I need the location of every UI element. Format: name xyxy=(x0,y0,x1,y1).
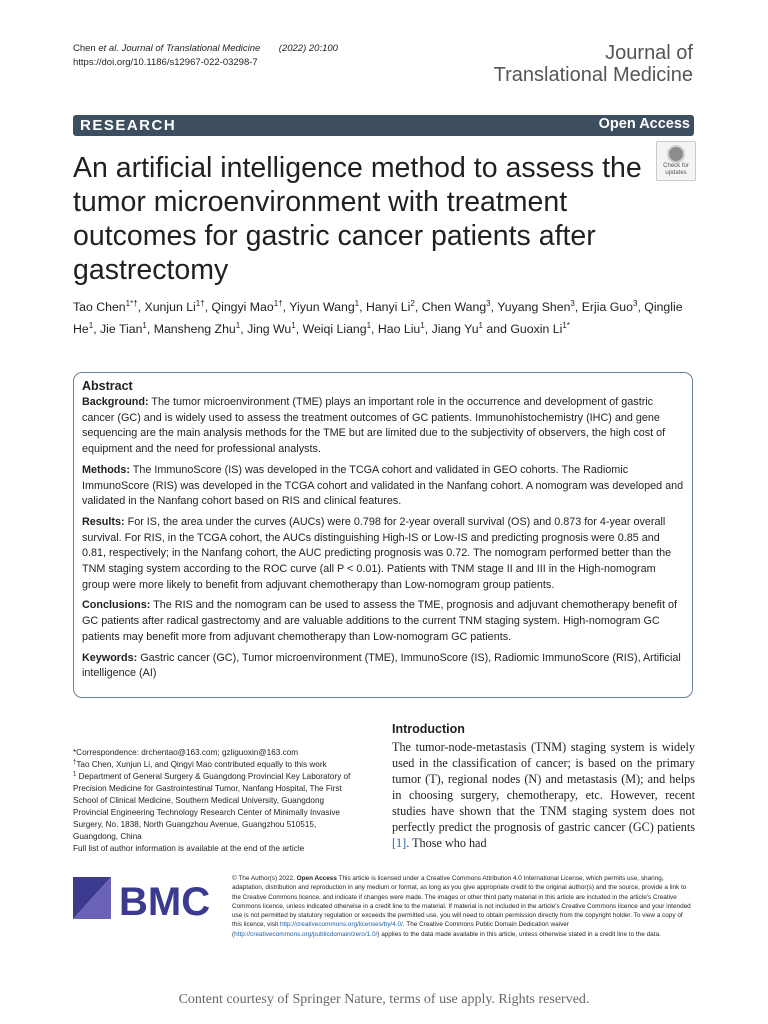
equal-contribution-note: †Tao Chen, Xunjun Li, and Qingyi Mao contributed equally to this work xyxy=(73,759,327,769)
citation-header xyxy=(73,42,338,70)
author-name: Qingyi Mao xyxy=(211,300,274,314)
author-name: Guoxin Li xyxy=(510,322,563,336)
doi-link[interactable]: https://doi.org/10.1186/s12967-022-03298-7 xyxy=(73,57,258,68)
author-affiliation-mark: 1† xyxy=(195,298,205,308)
author-affiliation-mark: 1 xyxy=(235,320,241,330)
author-name: Qinglie He xyxy=(73,300,683,336)
author-affiliation-mark: 1*† xyxy=(125,298,138,308)
author-affiliation-mark: 2 xyxy=(410,298,415,308)
citation-year: (2022) 20:100 xyxy=(278,43,338,54)
introduction-heading: Introduction xyxy=(392,722,465,736)
check-for-updates-button[interactable] xyxy=(656,141,696,181)
abstract-methods: Methods: The ImmunoScore (IS) was developed in the TCGA cohort and validated in GEO cohorts. The Radiomic ImmunoScore (RIS) was developed in the TCGA cohort and validated in the Nanfang cohort. A nomogram was developed and validated in the Nanfang cohort based on RIS and clinical features. xyxy=(82,463,684,508)
author-affiliation-mark: 3 xyxy=(632,298,638,308)
author-name: Yuyang Shen xyxy=(497,300,571,314)
author-affiliation-mark: 1 xyxy=(354,298,360,308)
author-name: Hao Liu xyxy=(377,322,421,336)
reference-link[interactable]: [1] xyxy=(392,836,407,850)
article-type-bar xyxy=(73,115,694,136)
abstract-results: Results: For IS, the area under the curves (AUCs) were 0.798 for 2-year overall survival (OS) and 0.873 for 4-year overall survival. For RIS, in the TCGA cohort, the AUCs distinguishing High-IS or Low-IS and predicting prognosis were 0.85 and 0.81, respectively; in the Nanfang cohort, the AUC predicting prognosis was 0.72. The nomogram performed better than the TNM staging system according to the ROC curve (all P < 0.01). Patients with TNM stage II and III in the High-nomogram group were more likely to benefit from adjuvant chemotherapy than Low-nomogram group patients. xyxy=(82,515,672,591)
author-name: Jing Wu xyxy=(247,322,292,336)
abstract-heading: Abstract xyxy=(82,379,133,393)
author-affiliation-mark: 1† xyxy=(273,298,283,308)
open-access-label: Open Access xyxy=(598,116,690,132)
author-name: Jie Tian xyxy=(100,322,143,336)
abstract-conclusions: Conclusions: The RIS and the nomogram can be used to assess the TME, prognosis and adjuvant chemotherapy benefit of GC patients after radical gastrectomy and are valuable additions to the current TNM staging system. High-nomogram GC patients may benefit more from adjuvant chemotherapy than Low-nomogram GC patients. xyxy=(82,599,677,643)
author-affiliation-mark: 1 xyxy=(291,320,296,330)
author-affiliation-mark: 1* xyxy=(562,320,570,330)
citation-authors: Chen xyxy=(73,43,99,54)
check-updates-icon xyxy=(667,145,685,163)
license-link[interactable]: http://creativecommons.org/licenses/by/4.0/ xyxy=(279,921,403,929)
author-name: Erjia Guo xyxy=(581,300,633,314)
author-name: Chen Wang xyxy=(421,300,487,314)
citation-journal: et al. Journal of Translational Medicine xyxy=(98,43,261,54)
journal-line-1: Journal of xyxy=(605,42,693,64)
bmc-logo-text: BMC xyxy=(119,880,211,923)
author-name: Tao Chen xyxy=(73,300,126,314)
author-affiliation-mark: 1 xyxy=(88,320,94,330)
author-name: Hanyi Li xyxy=(365,300,411,314)
author-name: Mansheng Zhu xyxy=(153,322,236,336)
author-name: Jiang Yu xyxy=(431,322,479,336)
introduction-text: The tumor-node-metastasis (TNM) staging system is widely used in the classification of cancer; is based on the primary tumor (T), regional nodes (N) and metastasis (M); and helps in choosing surgery, chemotherapy, etc. However, recent studies have shown that the TNM staging system does not perfectly predict the prognosis of gastric cancer (GC) patients [1]. Those who had xyxy=(392,740,695,850)
article-type-label: RESEARCH xyxy=(80,117,177,134)
affiliation-note: $^1$ Department of General Surgery & Guangdong Provincial Key Laboratory of Precision Medicine for Gastrointestinal Tumor, Nanfang Hospital, The First School of Clinical Medicine, Southern Medical University, Guangdong Provincial Engineering Technology Research Center of Minimally Invasive Surgery, No. 1838, North Guangzhou Avenue, Guangzhou 510515, Guangdong, China xyxy=(73,771,351,841)
full-list-note: Full list of author information is available at the end of the article xyxy=(73,844,305,853)
journal-name xyxy=(494,42,693,86)
author-affiliation-mark: 1 xyxy=(420,320,425,330)
author-name: Xunjun Li xyxy=(144,300,196,314)
introduction-section xyxy=(392,722,695,851)
abstract-background: Background: The tumor microenvironment (TME) plays an important role in the occurrence and development of gastric cancer (GC) and is widely used to assess the treatment outcomes of GC patients. Immunohistochemistry (IHC) and gene sequencing are the main analysis methods for the TME but are limited due to the subjectivity of observers, the high cost of equipment and the need for professional analysts. xyxy=(82,396,666,456)
author-name: Weiqi Liang xyxy=(302,322,367,336)
author-list: Tao Chen$^{1*\dagger}$, Xunjun $Li^{1\dagger}$, Qingyi Mao$^{1\dagger}$, Yiyun Wang$^1$, Hanyi Li$^2$, Chen Wang$^3$, Yuyang Shen$^3$, Erjia Guo$^3$, Qinglie He$^1$, Jie Tian$^1$, Mansheng Zhu$^1$, Jing Wu$^1$, Weiqi Liang$^1$, Hao Liu$^1$, Jiang Yu$^1$ and Guoxin $Li^{1*}$ xyxy=(73,298,683,336)
author-affiliation-mark: 3 xyxy=(570,298,575,308)
check-updates-label: Check for updates xyxy=(663,163,689,176)
author-affiliation-mark: 1 xyxy=(478,320,483,330)
page-footer: Content courtesy of Springer Nature, terms of use apply. Rights reserved. xyxy=(178,992,590,1007)
abstract-keywords: Keywords: Gastric cancer (GC), Tumor microenvironment (TME), ImmunoScore (IS), Radiomic ImmunoScore (RIS), Artificial intelligence (AI) xyxy=(82,651,681,680)
author-name: Yiyun Wang xyxy=(289,300,355,314)
author-affiliation-mark: 1 xyxy=(142,320,147,330)
correspondence-note: *Correspondence: drchentao@163.com; gzliguoxin@163.com xyxy=(73,748,299,757)
bmc-logo xyxy=(73,873,216,923)
public-domain-link[interactable]: http://creativecommons.org/publicdomain/zero/1.0/ xyxy=(234,930,378,938)
author-notes xyxy=(73,747,358,855)
journal-line-2: Translational Medicine xyxy=(493,64,693,86)
license-statement: © The Author(s) 2022. Open Access This article is licensed under a Creative Commons Attribution 4.0 International License, which permits use, sharing, adaptation, distribution and reproduction in any medium or format, as long as you give appropriate credit to the original author(s) and the source, provide a link to the Creative Commons licence, and indicate if changes were made. The images or other third party material in this article are included in the article's Creative Commons licence, unless indicated otherwise in a credit line to the material. If material is not included in the article's Creative Commons licence and your intended use is not permitted by statutory regulation or exceeds the permitted use, you will need to obtain permission directly from the copyright holder. To view a copy of this licence, visit http://creativecommons.org/licenses/by/4.0/. The Creative Commons Public Domain Dedication waiver (http://creativecommons.org/publicdomain/zero/1.0/) applies to the data made available in this article, unless otherwise stated in a credit line to the data. xyxy=(232,875,691,938)
author-affiliation-mark: 1 xyxy=(366,320,372,330)
article-title: An artificial intelligence method to assess the tumor microenvironment with treatment outcomes for gastric cancer patients after gastrectomy xyxy=(73,152,642,286)
abstract-box xyxy=(73,372,693,698)
author-affiliation-mark: 3 xyxy=(486,298,491,308)
